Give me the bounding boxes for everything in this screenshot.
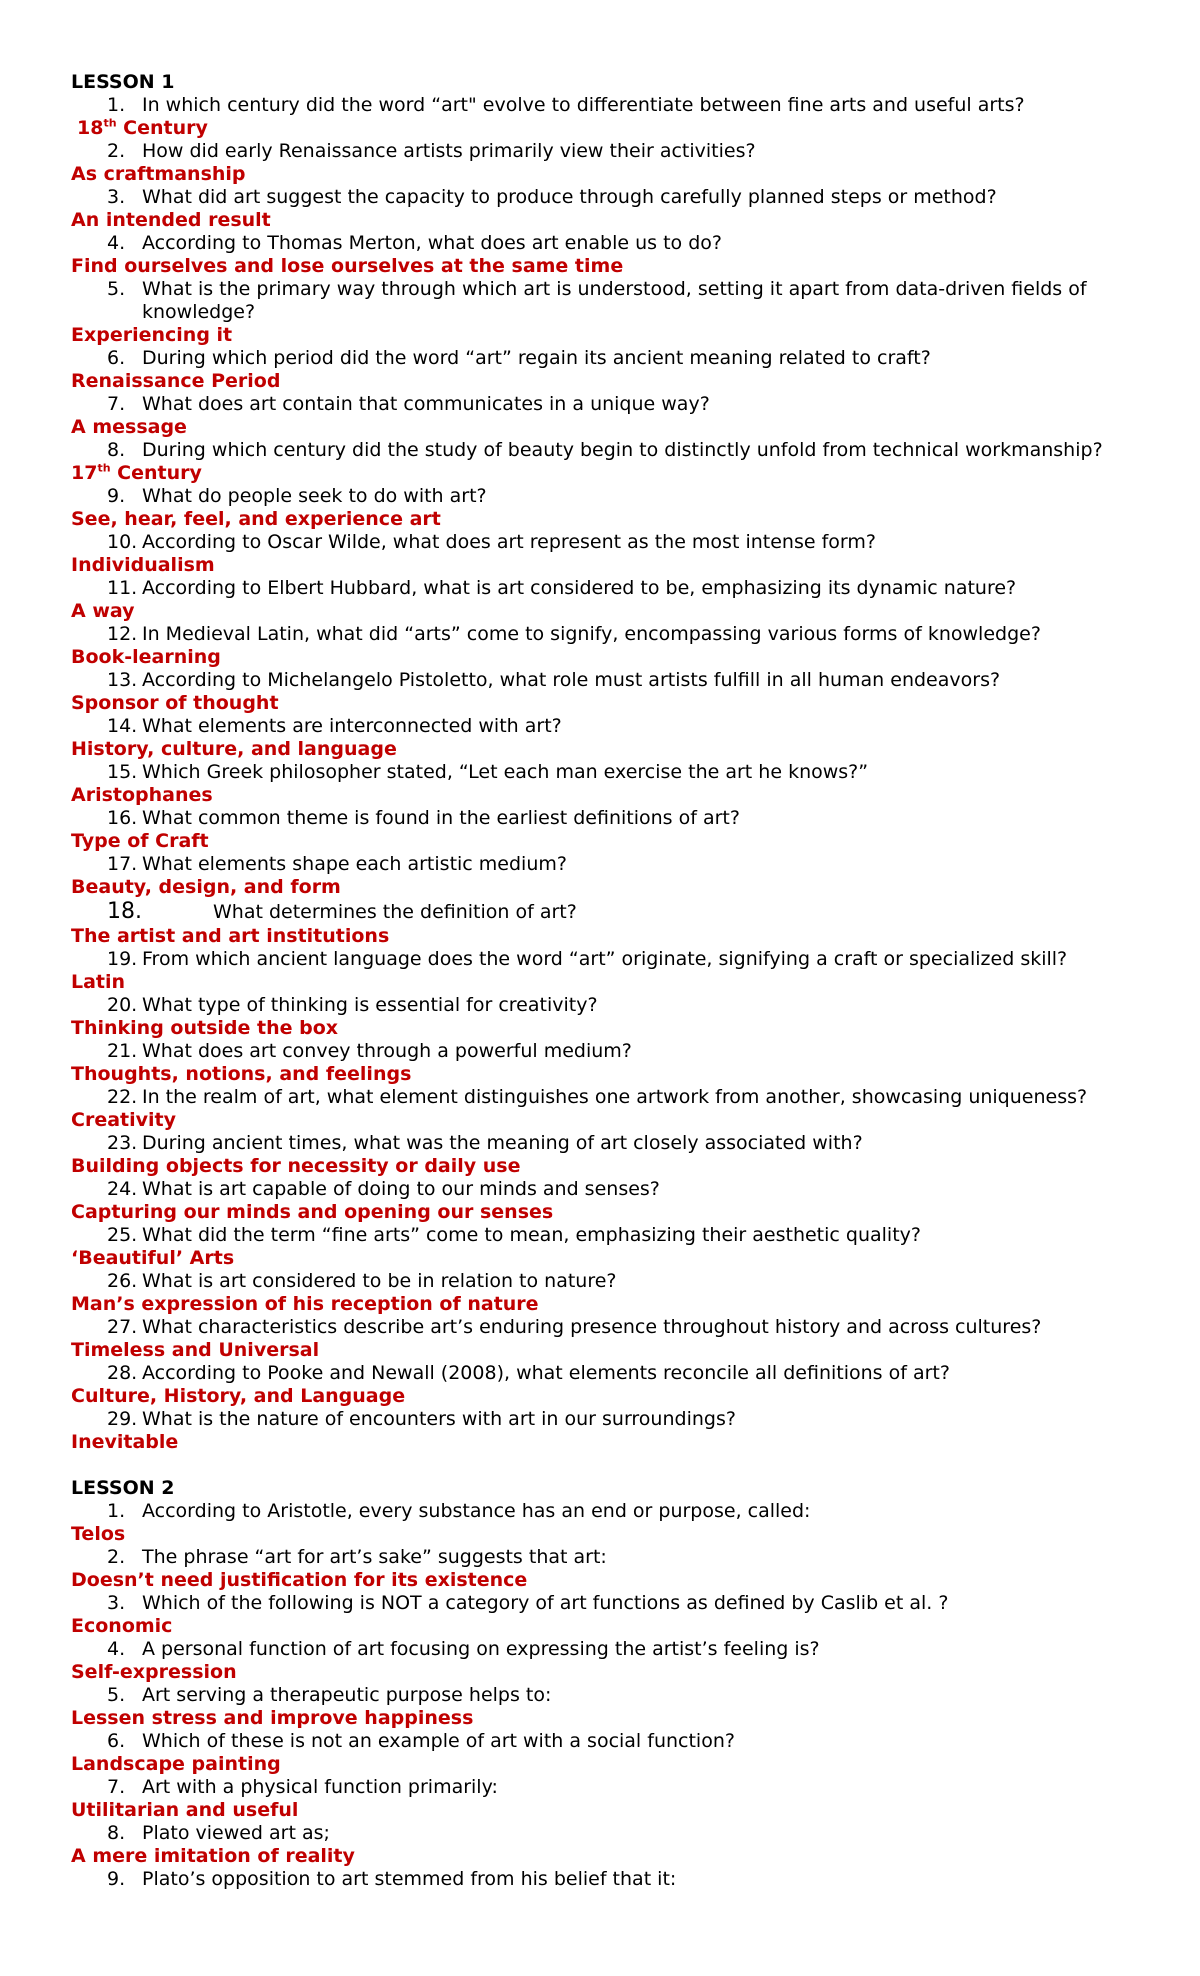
answer-text: Telos <box>71 1523 126 1545</box>
question-text: The phrase “art for art’s sake” suggests that art: <box>142 1546 607 1568</box>
question-item <box>71 948 1151 971</box>
question-number: 27. <box>107 1316 138 1338</box>
question-number: 20. <box>107 994 138 1016</box>
question-number: 11. <box>107 577 138 599</box>
answer-text: Book-learning <box>71 646 221 668</box>
question-text: What is art considered to be in relation to nature? <box>142 1270 617 1292</box>
question-text: What did art suggest the capacity to produce through carefully planned steps or method? <box>142 186 997 208</box>
question-text: What elements shape each artistic medium? <box>142 853 567 875</box>
answer-text <box>71 462 1151 485</box>
question-text: What does art contain that communicates in a unique way? <box>142 393 710 415</box>
answer-text: Find ourselves and lose ourselves at the same time <box>71 255 624 277</box>
question-item <box>71 577 1151 600</box>
question-item <box>71 1316 1151 1339</box>
question-item <box>71 1546 1151 1569</box>
answer-text: Lessen stress and improve happiness <box>71 1707 474 1729</box>
question-text: In Medieval Latin, what did “arts” come to signify, encompassing various forms of knowledge? <box>142 623 1041 645</box>
question-number: 14. <box>107 715 138 737</box>
answer-text: As craftmanship <box>71 163 246 185</box>
question-text: Art serving a therapeutic purpose helps to: <box>142 1684 552 1706</box>
question-item <box>71 278 1151 324</box>
answer-text: Beauty, design, and form <box>71 876 341 898</box>
answer-text: Aristophanes <box>71 784 213 806</box>
lesson-2-heading: LESSON 2 <box>71 1477 175 1499</box>
answer-text: See, hear, feel, and experience art <box>71 508 441 530</box>
question-number: 28. <box>107 1362 138 1384</box>
question-item <box>71 232 1151 255</box>
answer-text: Doesn’t need justification for its existence <box>71 1569 528 1591</box>
question-item <box>71 994 1151 1017</box>
question-number: 18. <box>107 899 142 924</box>
question-item <box>71 669 1151 692</box>
answer-text: Culture, History, and Language <box>71 1385 406 1407</box>
question-number: 24. <box>107 1178 138 1200</box>
answer-text: A mere imitation of reality <box>71 1845 355 1867</box>
question-number: 6. <box>107 347 126 369</box>
question-item <box>71 1270 1151 1293</box>
question-item <box>71 531 1151 554</box>
answer-text: History, culture, and language <box>71 738 397 760</box>
question-text: According to Oscar Wilde, what does art represent as the most intense form? <box>142 531 876 553</box>
question-number: 10. <box>107 531 138 553</box>
question-item <box>71 186 1151 209</box>
answer-suffix: Century <box>116 117 208 139</box>
answer-text: ‘Beautiful’ Arts <box>71 1247 235 1269</box>
question-number: 4. <box>107 1638 126 1660</box>
question-number: 12. <box>107 623 138 645</box>
question-number: 25. <box>107 1224 138 1246</box>
question-text: According to Thomas Merton, what does art enable us to do? <box>142 232 722 254</box>
answer-text: Type of Craft <box>71 830 209 852</box>
answer-text: Thoughts, notions, and feelings <box>71 1063 412 1085</box>
answer-text: Self-expression <box>71 1661 237 1683</box>
question-text: What determines the definition of art? <box>213 901 577 923</box>
question-number: 2. <box>107 140 126 162</box>
answer-text: A message <box>71 416 187 438</box>
question-number: 8. <box>107 1822 126 1844</box>
question-text: During which period did the word “art” regain its ancient meaning related to craft? <box>142 347 931 369</box>
question-item <box>71 1730 1151 1753</box>
question-item <box>71 807 1151 830</box>
question-number: 1. <box>107 1500 126 1522</box>
question-item <box>71 1500 1151 1523</box>
question-text: What characteristics describe art’s enduring presence throughout history and across cultures? <box>142 1316 1042 1338</box>
question-text: What elements are interconnected with art? <box>142 715 562 737</box>
question-item <box>71 853 1151 876</box>
answer-text: Thinking outside the box <box>71 1017 339 1039</box>
question-number: 3. <box>107 1592 126 1614</box>
question-number: 15. <box>107 761 138 783</box>
question-text: What is the nature of encounters with art in our surroundings? <box>142 1408 736 1430</box>
question-text: Plato viewed art as; <box>142 1822 330 1844</box>
lesson-spacer <box>71 1454 1151 1477</box>
question-text: What common theme is found in the earliest definitions of art? <box>142 807 740 829</box>
answer-text: Building objects for necessity or daily use <box>71 1155 521 1177</box>
question-number: 5. <box>107 1684 126 1706</box>
question-text: Which of the following is NOT a category of art functions as defined by Caslib et al. ? <box>142 1592 949 1614</box>
question-text: During ancient times, what was the meaning of art closely associated with? <box>142 1132 863 1154</box>
question-text: What do people seek to do with art? <box>142 485 487 507</box>
answer-text: Utilitarian and useful <box>71 1799 299 1821</box>
question-item <box>71 1224 1151 1247</box>
answer-text: Renaissance Period <box>71 370 281 392</box>
answer-text: Economic <box>71 1615 173 1637</box>
question-number: 8. <box>107 439 126 461</box>
question-item <box>71 1684 1151 1707</box>
answer-text: Timeless and Universal <box>71 1339 320 1361</box>
question-number: 1. <box>107 94 126 116</box>
question-item <box>71 1086 1151 1109</box>
document-body <box>71 71 1151 1891</box>
answer-text: The artist and art institutions <box>71 925 390 947</box>
question-number: 22. <box>107 1086 138 1108</box>
question-item <box>71 485 1151 508</box>
answer-text <box>71 117 1151 140</box>
question-text: What type of thinking is essential for creativity? <box>142 994 598 1016</box>
question-text: Which Greek philosopher stated, “Let each man exercise the art he knows?” <box>142 761 869 783</box>
question-number: 29. <box>107 1408 138 1430</box>
answer-number: 18 <box>77 117 104 139</box>
answer-text: Man’s expression of his reception of nature <box>71 1293 539 1315</box>
answer-text: Inevitable <box>71 1431 179 1453</box>
question-text: According to Pooke and Newall (2008), what elements reconcile all definitions of art? <box>142 1362 950 1384</box>
question-number: 2. <box>107 1546 126 1568</box>
question-text: Art with a physical function primarily: <box>142 1776 498 1798</box>
question-number: 3. <box>107 186 126 208</box>
lesson-2-list <box>71 1500 1151 1891</box>
question-item <box>71 1822 1151 1845</box>
lesson-1-heading: LESSON 1 <box>71 71 175 93</box>
question-number: 21. <box>107 1040 138 1062</box>
question-number: 13. <box>107 669 138 691</box>
question-item <box>71 1638 1151 1661</box>
question-text: During which century did the study of beauty begin to distinctly unfold from technical workmanship? <box>142 439 1103 461</box>
question-number: 4. <box>107 232 126 254</box>
question-text: A personal function of art focusing on expressing the artist’s feeling is? <box>142 1638 820 1660</box>
question-text: Which of these is not an example of art with a social function? <box>142 1730 735 1752</box>
question-number: 7. <box>107 1776 126 1798</box>
question-item <box>71 140 1151 163</box>
answer-suffix: Century <box>110 462 202 484</box>
question-number: 9. <box>107 485 126 507</box>
answer-text: Latin <box>71 971 126 993</box>
question-number: 23. <box>107 1132 138 1154</box>
question-item <box>71 1132 1151 1155</box>
question-item <box>71 899 1151 925</box>
answer-superscript: th <box>97 461 111 475</box>
question-number: 26. <box>107 1270 138 1292</box>
answer-text: Creativity <box>71 1109 176 1131</box>
question-number: 19. <box>107 948 138 970</box>
answer-text: Sponsor of thought <box>71 692 279 714</box>
question-text: What did the term “fine arts” come to mean, emphasizing their aesthetic quality? <box>142 1224 921 1246</box>
question-item <box>71 715 1151 738</box>
question-text: According to Elbert Hubbard, what is art considered to be, emphasizing its dynamic nature? <box>142 577 1017 599</box>
question-number: 16. <box>107 807 138 829</box>
question-number: 17. <box>107 853 138 875</box>
answer-text: Capturing our minds and opening our senses <box>71 1201 554 1223</box>
question-number: 7. <box>107 393 126 415</box>
question-text: Plato’s opposition to art stemmed from his belief that it: <box>142 1868 677 1890</box>
question-item <box>71 761 1151 784</box>
answer-superscript: th <box>103 116 117 130</box>
question-item <box>71 1178 1151 1201</box>
question-text: According to Michelangelo Pistoletto, what role must artists fulfill in all human endeavors? <box>142 669 1001 691</box>
answer-number: 17 <box>71 462 98 484</box>
answer-text: A way <box>71 600 135 622</box>
answer-text: Individualism <box>71 554 215 576</box>
question-item <box>71 1776 1151 1799</box>
answer-text: An intended result <box>71 209 271 231</box>
question-number: 6. <box>107 1730 126 1752</box>
lesson-1-list <box>71 94 1151 1454</box>
question-text: In the realm of art, what element distinguishes one artwork from another, showcasing uniqueness? <box>142 1086 1088 1108</box>
question-item <box>71 1408 1151 1431</box>
question-text: How did early Renaissance artists primarily view their activities? <box>142 140 756 162</box>
question-text: From which ancient language does the word “art” originate, signifying a craft or specialized skill? <box>142 948 1068 970</box>
question-item <box>71 623 1151 646</box>
question-item <box>71 1868 1151 1891</box>
answer-text: Experiencing it <box>71 324 233 346</box>
question-item <box>71 1040 1151 1063</box>
question-item <box>71 94 1151 117</box>
question-item <box>71 439 1151 462</box>
question-number: 5. <box>107 278 126 300</box>
question-item <box>71 393 1151 416</box>
question-text: In which century did the word “art" evolve to differentiate between fine arts and useful arts? <box>142 94 1025 116</box>
question-item <box>71 1362 1151 1385</box>
question-item <box>71 347 1151 370</box>
question-text: What is art capable of doing to our minds and senses? <box>142 1178 660 1200</box>
question-number: 9. <box>107 1868 126 1890</box>
answer-text: Landscape painting <box>71 1753 281 1775</box>
question-text: According to Aristotle, every substance has an end or purpose, called: <box>142 1500 811 1522</box>
question-item <box>71 1592 1151 1615</box>
question-text: What is the primary way through which art is understood, setting it apart from data-driven fields of knowledge? <box>142 278 1087 323</box>
question-text: What does art convey through a powerful medium? <box>142 1040 632 1062</box>
